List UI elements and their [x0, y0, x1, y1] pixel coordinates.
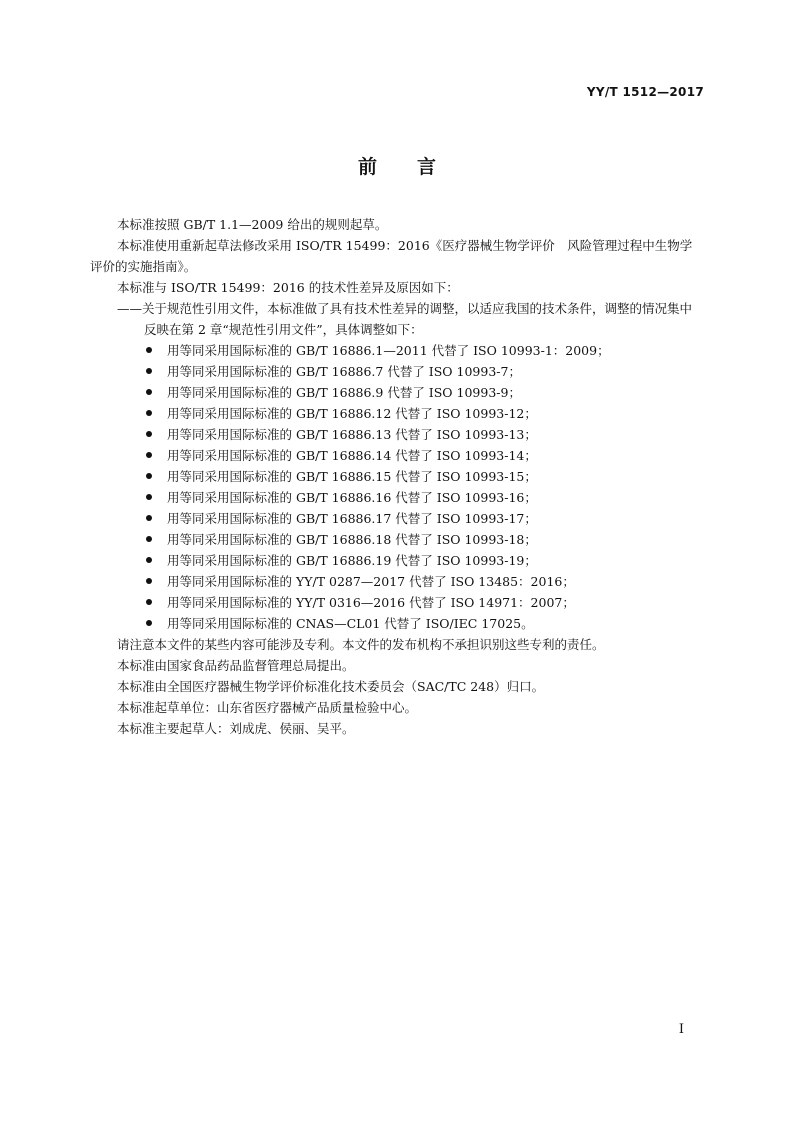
- bullet-icon: [146, 368, 152, 374]
- bullet-icon: [146, 494, 152, 500]
- list-item: 用等同采用国际标准的 GB/T 16886.19 代替了 ISO 10993-19；: [90, 550, 704, 571]
- document-body: [90, 214, 704, 739]
- list-item: 用等同采用国际标准的 GB/T 16886.15 代替了 ISO 10993-15；: [90, 466, 704, 487]
- bullet-icon: [146, 536, 152, 542]
- dash-item: ——关于规范性引用文件，本标准做了具有技术性差异的调整，以适应我国的技术条件，调整的情况集中反映在第 2 章“规范性引用文件”，具体调整如下：: [117, 301, 693, 337]
- bullet-icon: [146, 431, 152, 437]
- page-number: I: [678, 1022, 684, 1037]
- paragraph: 本标准由国家食品药品监督管理总局提出。: [117, 658, 355, 673]
- bullet-icon: [146, 410, 152, 416]
- paragraph: 本标准使用重新起草法修改采用 ISO/TR 15499：2016《医疗器械生物学评价 风险管理过程中生物学评价的实施指南》。: [90, 238, 693, 274]
- bullet-icon: [146, 347, 152, 353]
- list-item: 用等同采用国际标准的 YY/T 0287—2017 代替了 ISO 13485：2016；: [90, 571, 704, 592]
- bullet-icon: [146, 473, 152, 479]
- page-title: 前言: [357, 156, 476, 178]
- list-item: 用等同采用国际标准的 GB/T 16886.1—2011 代替了 ISO 10993-1：2009；: [90, 340, 704, 361]
- list-item: 用等同采用国际标准的 GB/T 16886.16 代替了 ISO 10993-16；: [90, 487, 704, 508]
- bullet-icon: [146, 599, 152, 605]
- bullet-icon: [146, 515, 152, 521]
- paragraph: 本标准主要起草人：刘成虎、侯丽、吴平。: [117, 721, 355, 736]
- paragraph: 本标准与 ISO/TR 15499：2016 的技术性差异及原因如下：: [117, 280, 459, 295]
- bullet-icon: [146, 578, 152, 584]
- list-item: 用等同采用国际标准的 GB/T 16886.9 代替了 ISO 10993-9；: [90, 382, 704, 403]
- bullet-icon: [146, 389, 152, 395]
- list-item: 用等同采用国际标准的 GB/T 16886.18 代替了 ISO 10993-18；: [90, 529, 704, 550]
- paragraph: 本标准按照 GB/T 1.1—2009 给出的规则起草。: [117, 217, 388, 232]
- paragraph: 请注意本文件的某些内容可能涉及专利。本文件的发布机构不承担识别这些专利的责任。: [117, 637, 605, 652]
- list-item: 用等同采用国际标准的 GB/T 16886.17 代替了 ISO 10993-17；: [90, 508, 704, 529]
- list-item: 用等同采用国际标准的 GB/T 16886.12 代替了 ISO 10993-12；: [90, 403, 704, 424]
- bullet-icon: [146, 452, 152, 458]
- standard-code: YY/T 1512—2017: [586, 85, 704, 99]
- paragraph: 本标准起草单位：山东省医疗器械产品质量检验中心。: [117, 700, 418, 715]
- list-item: 用等同采用国际标准的 GB/T 16886.13 代替了 ISO 10993-13；: [90, 424, 704, 445]
- list-item: 用等同采用国际标准的 GB/T 16886.14 代替了 ISO 10993-14；: [90, 445, 704, 466]
- bullet-icon: [146, 557, 152, 563]
- list-item: 用等同采用国际标准的 GB/T 16886.7 代替了 ISO 10993-7；: [90, 361, 704, 382]
- paragraph: 本标准由全国医疗器械生物学评价标准化技术委员会（SAC/TC 248）归口。: [117, 679, 545, 694]
- list-item: 用等同采用国际标准的 YY/T 0316—2016 代替了 ISO 14971：2007；: [90, 592, 704, 613]
- bullet-icon: [146, 620, 152, 626]
- list-item: 用等同采用国际标准的 CNAS—CL01 代替了 ISO/IEC 17025。: [90, 613, 704, 634]
- bullet-list: [90, 340, 704, 634]
